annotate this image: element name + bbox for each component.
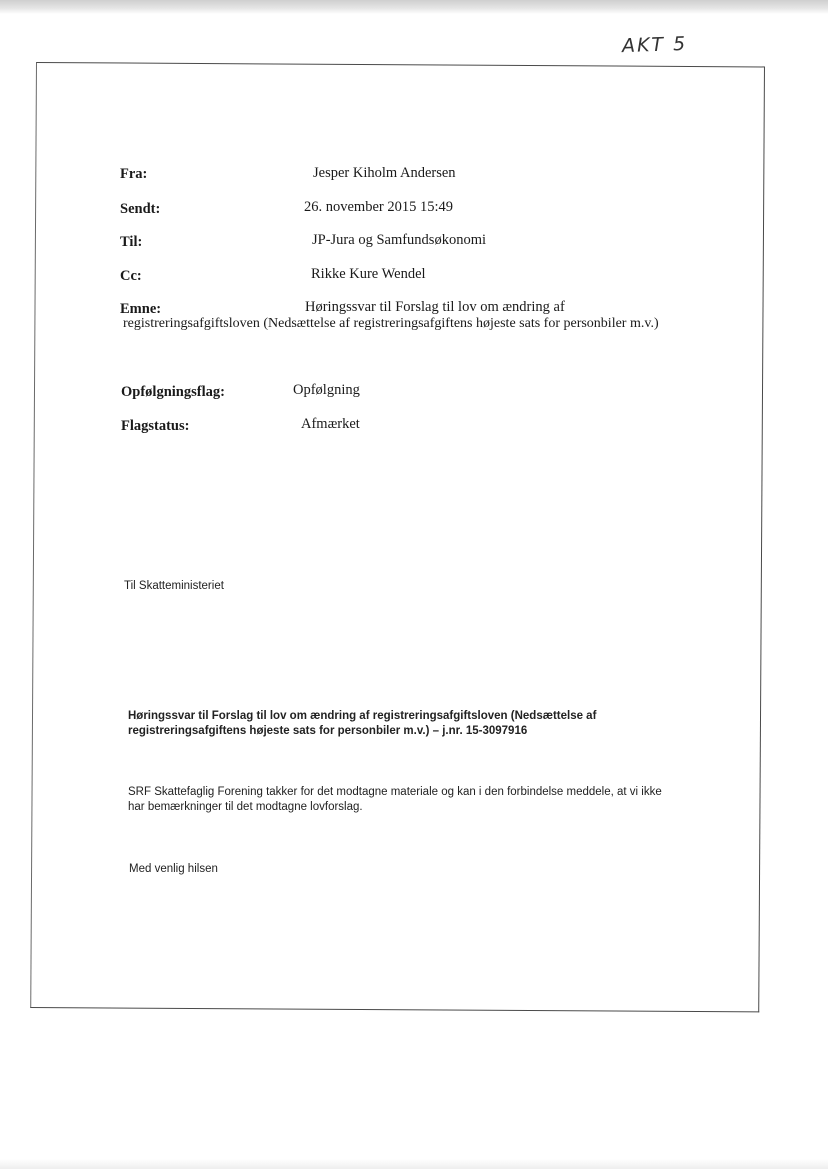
subject-value-line2: registreringsafgiftsloven (Nedsættelse af registreringsafgiftens højeste sats for personbiler m.v.) — [123, 316, 659, 331]
body-paragraph-line1: SRF Skattefaglig Forening takker for det modtagne materiale og kan i den forbindelse meddele, at vi ikke — [128, 786, 662, 798]
cc-label: Cc: — [120, 268, 142, 284]
flag-status-value: Afmærket — [301, 416, 360, 432]
subject-label: Emne: — [120, 301, 162, 317]
scan-edge-top — [0, 0, 828, 14]
letter-heading-line1: Høringssvar til Forslag til lov om ændring af registreringsafgiftsloven (Nedsættelse af — [128, 710, 597, 722]
sent-value: 26. november 2015 15:49 — [304, 199, 454, 215]
recipient-line: Til Skatteministeriet — [124, 580, 224, 592]
closing-line: Med venlig hilsen — [129, 863, 218, 875]
followup-flag-label: Opfølgningsflag: — [121, 384, 225, 400]
from-value: Jesper Kiholm Andersen — [313, 165, 456, 181]
scan-edge-bottom — [0, 1159, 828, 1169]
followup-flag-value: Opfølgning — [293, 382, 360, 398]
sent-label: Sendt: — [120, 201, 161, 217]
handwritten-file-mark: AKT 5 — [621, 32, 688, 58]
body-paragraph-line2: har bemærkninger til det modtagne lovforslag. — [128, 801, 363, 813]
from-label: Fra: — [120, 166, 148, 182]
letter-heading-line2: registreringsafgiftens højeste sats for personbiler m.v.) – j.nr. 15-3097916 — [128, 725, 528, 737]
flag-status-label: Flagstatus: — [121, 418, 190, 434]
cc-value: Rikke Kure Wendel — [311, 266, 426, 282]
to-label: Til: — [120, 234, 143, 250]
subject-value-line1: Høringssvar til Forslag til lov om ændring af — [305, 299, 565, 315]
to-value: JP-Jura og Samfundsøkonomi — [312, 232, 486, 248]
